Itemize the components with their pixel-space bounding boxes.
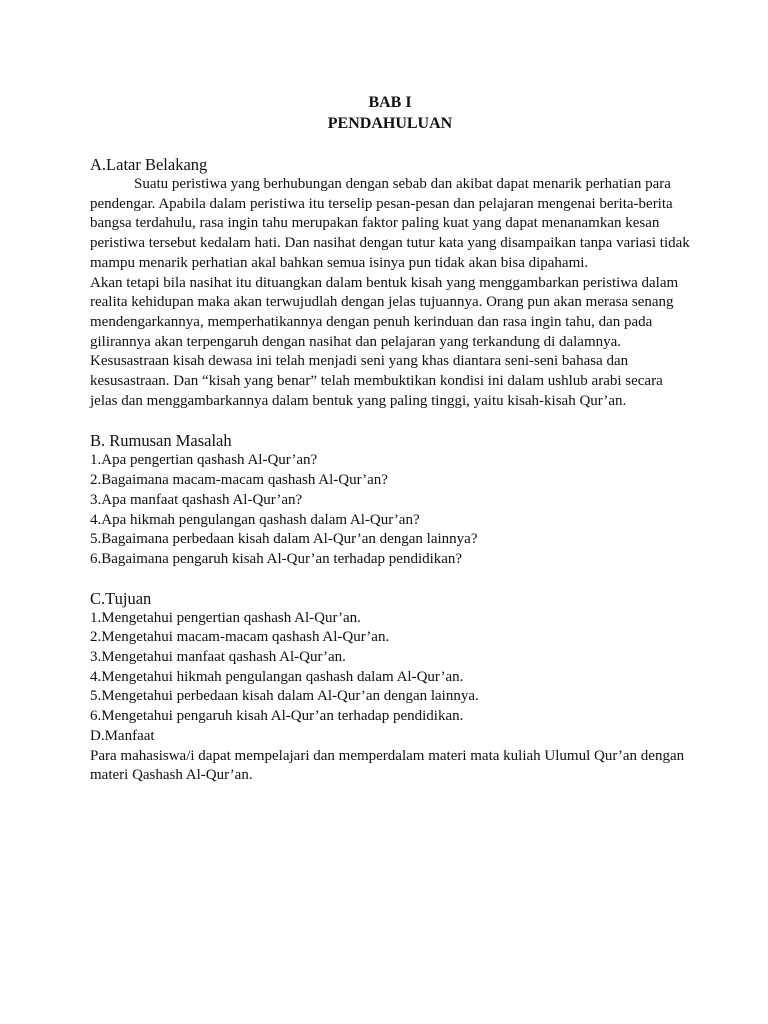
list-item: 6.Bagaimana pengaruh kisah Al-Qur’an terhadap pendidikan? <box>90 550 463 567</box>
list-item: 1.Mengetahui pengertian qashash Al-Qur’an. <box>90 609 361 626</box>
list-item: 4.Mengetahui hikmah pengulangan qashash dalam Al-Qur’an. <box>90 668 464 685</box>
list-item: 2.Mengetahui macam-macam qashash Al-Qur’an. <box>90 629 390 646</box>
list-item: 3.Mengetahui manfaat qashash Al-Qur’an. <box>90 649 346 666</box>
paragraph: Kesusastraan kisah dewasa ini telah menjadi seni yang khas diantara seni-seni bahasa dan kesusastraan. Dan “kisah yang benar” telah membuktikan kondisi ini dalam ushlub arabi secara jelas dan menggambarkannya dalam bentuk yang paling tinggi, yaitu kisah-kisah Qur’an. <box>90 353 663 409</box>
section-heading: D.Manfaat <box>90 727 155 744</box>
spacer <box>90 134 690 155</box>
section-tujuan <box>90 589 690 727</box>
list-item: 5.Mengetahui perbedaan kisah dalam Al-Qur’an dengan lainnya. <box>90 688 479 705</box>
section-latar-belakang <box>90 155 690 411</box>
list-item: 1.Apa pengertian qashash Al-Qur’an? <box>90 452 318 469</box>
list-item: 5.Bagaimana perbedaan kisah dalam Al-Qur’an dengan lainnya? <box>90 531 478 548</box>
section-heading: A.Latar Belakang <box>90 155 208 174</box>
list-item: 6.Mengetahui pengaruh kisah Al-Qur’an terhadap pendidikan. <box>90 708 464 725</box>
spacer <box>90 570 690 589</box>
list-item: 3.Apa manfaat qashash Al-Qur’an? <box>90 491 303 508</box>
chapter-title: PENDAHULUAN <box>327 115 453 132</box>
paragraph: Para mahasiswa/i dapat mempelajari dan memperdalam materi mata kuliah Ulumul Qur’an dengan materi Qashash Al-Qur’an. <box>90 747 685 784</box>
chapter-number: BAB I <box>368 94 412 111</box>
paragraph: Akan tetapi bila nasihat itu dituangkan dalam bentuk kisah yang menggambarkan peristiwa dalam realita kehidupan maka akan terwujudlah dengan jelas tujuannya. Orang pun akan merasa senang mendengarkannya, memperhatikannya dengan penuh kerinduan dan rasa ingin tahu, dan pada gilirannya akan terpengaruh dengan nasihat dan pelajaran yang terkandung di dalamnya. <box>90 274 679 350</box>
section-heading: C.Tujuan <box>90 588 152 608</box>
list-item: 2.Bagaimana macam-macam qashash Al-Qur’an? <box>90 472 388 489</box>
section-heading: B. Rumusan Masalah <box>90 431 232 451</box>
spacer <box>90 411 690 431</box>
section-manfaat <box>90 727 690 786</box>
paragraph: Suatu peristiwa yang berhubungan dengan sebab dan akibat dapat menarik perhatian para pendengar. Apabila dalam peristiwa itu terselip pesan-pesan dan pelajaran mengenai berita-berita bangsa terdahulu, rasa ingin tahu merupakan faktor paling kuat yang dapat menanamkan kesan peristiwa tersebut kedalam hati. Dan nasihat dengan tutur kata yang disampaikan tanpa variasi tidak mampu menarik perhatian akal bahkan semua isinya pun tidak akan bisa dipahami. <box>90 176 690 271</box>
document-page <box>90 92 690 786</box>
list-item: 4.Apa hikmah pengulangan qashash dalam Al-Qur’an? <box>90 511 420 528</box>
section-rumusan-masalah <box>90 431 690 569</box>
